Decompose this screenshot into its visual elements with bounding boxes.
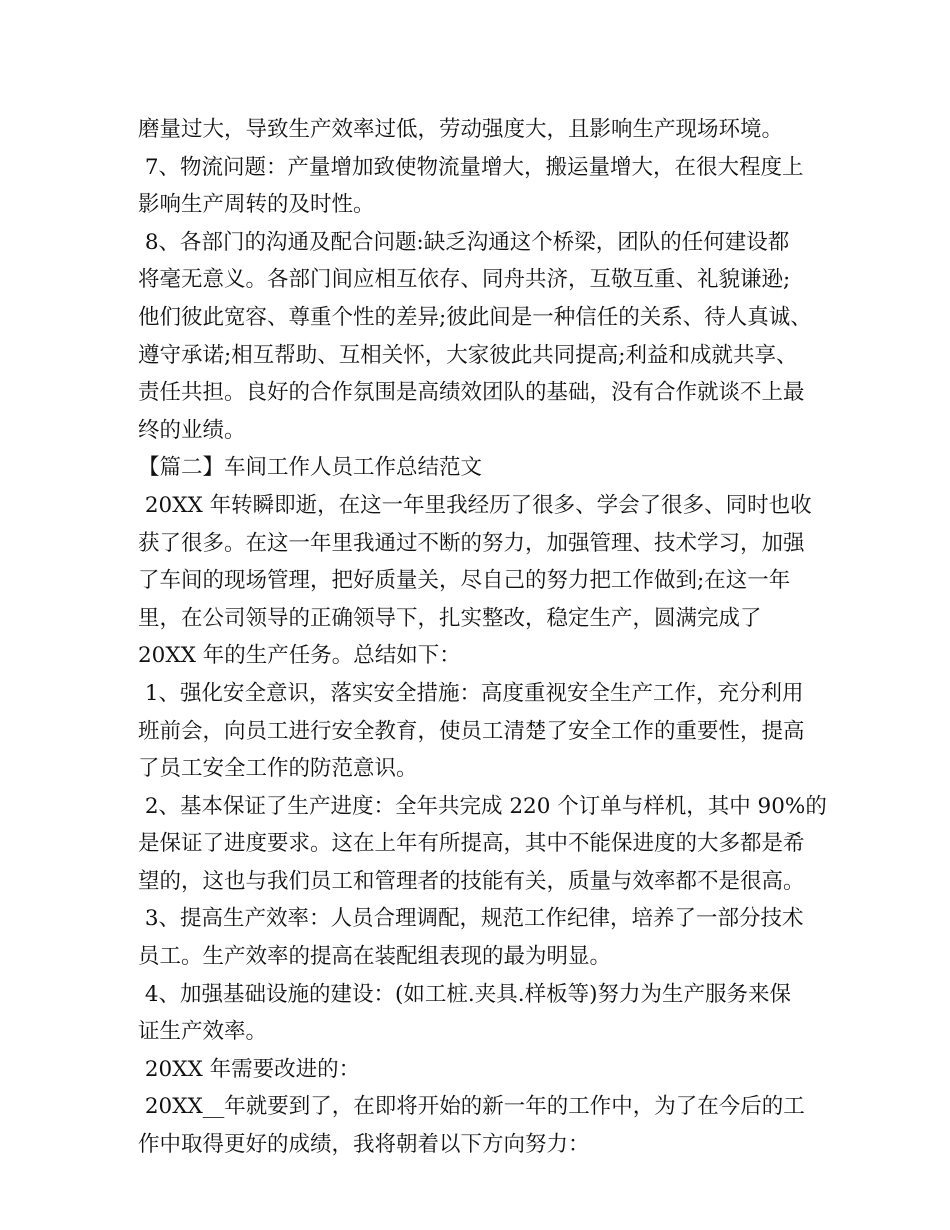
text-line: 里，在公司领导的正确领导下，扎实整改，稳定生产，圆满完成了 bbox=[138, 605, 762, 631]
text-line: 20XX 年转瞬即逝，在这一年里我经历了很多、学会了很多、同时也收 bbox=[138, 492, 812, 518]
text-line: 20XX__年就要到了，在即将开始的新一年的工作中，为了在今后的工 bbox=[138, 1094, 805, 1120]
text-line: 磨量过大，导致生产效率过低，劳动强度大，且影响生产现场环境。 bbox=[138, 117, 784, 142]
text-line: 7、物流问题：产量增加致使物流量增大，搬运量增大，在很大程度上 bbox=[138, 154, 804, 180]
text-line: 责任共担。良好的合作氛围是高绩效团队的基础，没有合作就谈不上最 bbox=[138, 380, 805, 406]
text-line: 了员工安全工作的防范意识。 bbox=[138, 756, 418, 782]
text-line: 作中取得更好的成绩，我将朝着以下方向努力： bbox=[138, 1132, 590, 1158]
text-line: 20XX 年需要改进的： bbox=[138, 1056, 361, 1082]
section-heading: 【篇二】车间工作人员工作总结范文 bbox=[138, 455, 483, 481]
text-line: 是保证了进度要求。这在上年有所提高，其中不能保进度的大多都是希 bbox=[138, 831, 805, 857]
text-line: 证生产效率。 bbox=[138, 1019, 268, 1045]
text-line: 遵守承诺;相互帮助、互相关怀，大家彼此共同提高;利益和成就共享、 bbox=[138, 342, 798, 368]
text-line: 2、基本保证了生产进度：全年共完成 220 个订单与样机，其中 90%的 bbox=[138, 793, 827, 819]
text-line: 影响生产周转的及时性。 bbox=[138, 192, 375, 218]
text-line: 8、各部门的沟通及配合问题:缺乏沟通这个桥梁，团队的任何建设都 bbox=[138, 229, 790, 255]
text-line: 望的，这也与我们员工和管理者的技能有关，质量与效率都不是很高。 bbox=[138, 868, 805, 894]
text-line: 将毫无意义。各部门间应相互依存、同舟共济，互敬互重、礼貌谦逊; bbox=[138, 267, 791, 293]
text-line: 4、加强基础设施的建设：(如工桩.夹具.样板等)努力为生产服务来保 bbox=[138, 981, 791, 1007]
document-body bbox=[138, 111, 838, 1164]
text-line: 3、提高生产效率：人员合理调配，规范工作纪律，培养了一部分技术 bbox=[138, 906, 804, 932]
text-line: 他们彼此宽容、尊重个性的差异;彼此间是一种信任的关系、待人真诚、 bbox=[138, 304, 812, 330]
text-line: 终的业绩。 bbox=[138, 417, 246, 443]
text-line: 了车间的现场管理，把好质量关，尽自己的努力把工作做到;在这一年 bbox=[138, 568, 791, 594]
text-line: 班前会，向员工进行安全教育，使员工清楚了安全工作的重要性，提高 bbox=[138, 718, 805, 744]
text-line: 20XX 年的生产任务。总结如下： bbox=[138, 643, 461, 669]
text-line: 员工。生产效率的提高在装配组表现的最为明显。 bbox=[138, 944, 612, 970]
text-line: 获了很多。在这一年里我通过不断的努力，加强管理、技术学习，加强 bbox=[138, 530, 805, 556]
text-line: 1、强化安全意识，落实安全措施：高度重视安全生产工作，充分利用 bbox=[138, 680, 804, 706]
